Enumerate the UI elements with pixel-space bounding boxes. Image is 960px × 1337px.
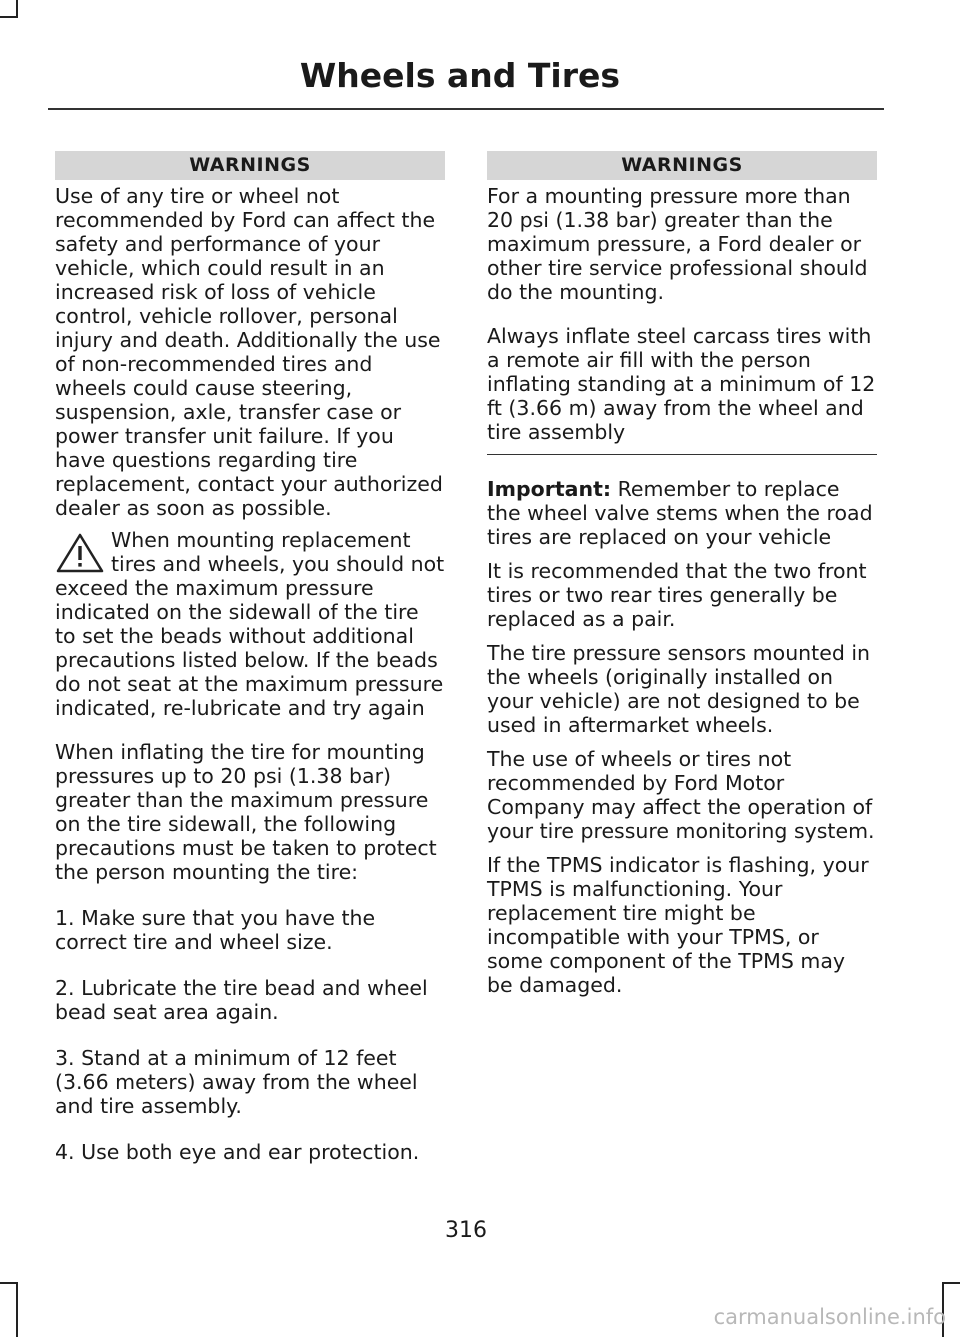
right-column: [487, 151, 877, 1007]
warnings-header: WARNINGS: [487, 151, 877, 180]
site-watermark: carmanualsonline.info: [713, 1305, 946, 1329]
warning-triangle-icon: [55, 532, 105, 574]
body-paragraph: It is recommended that the two front tires or two rear tires generally be replaced as a pair.: [487, 559, 867, 631]
crop-mark-bottom-left-horizontal: [0, 1282, 18, 1284]
title-divider: [48, 108, 884, 110]
crop-mark-bottom-right-horizontal: [942, 1282, 960, 1284]
crop-mark-bottom-left-vertical: [16, 1282, 18, 1337]
crop-mark-top-left-horizontal: [0, 16, 18, 18]
page-number: 316: [445, 1218, 487, 1243]
important-note: [487, 477, 877, 549]
step-item: 4. Use both eye and ear protection.: [55, 1140, 420, 1164]
step-item: 3. Stand at a minimum of 12 feet (3.66 meters) away from the wheel and tire assembly.: [55, 1046, 418, 1118]
left-column: [55, 151, 445, 1186]
important-label: Important:: [487, 477, 612, 501]
warning-paragraph: For a mounting pressure more than 20 psi (1.38 bar) greater than the maximum pressure, a Ford dealer or other tire service professional should do the mounting.: [487, 184, 868, 304]
caution-block: [55, 528, 445, 720]
important-text: Remember to replace the wheel valve stems when the road tires are replaced on your vehicle: [487, 477, 873, 549]
caution-text: When mounting replacement tires and wheels, you should not exceed the maximum pressure indicated on the sidewall of the tire to set the beads without additional precautions listed below. If the beads do not seat at the maximum pressure indicated, re-lubricate and try again: [55, 528, 445, 720]
step-item: 1. Make sure that you have the correct tire and wheel size.: [55, 906, 376, 954]
body-paragraph: If the TPMS indicator is flashing, your TPMS is malfunctioning. Your replacement tire might be incompatible with your TPMS, or some component of the TPMS may be damaged.: [487, 853, 869, 997]
warning-paragraph: Use of any tire or wheel not recommended by Ford can affect the safety and performance of your vehicle, which could result in an increased risk of loss of vehicle control, vehicle rollover, personal injury and death. Additionally the use of non-recommended tires and wheels could cause steering, suspension, axle, transfer case or power transfer unit failure. If you have questions regarding tire replacement, contact your authorized dealer as soon as possible.: [55, 184, 443, 520]
warning-paragraph: Always inflate steel carcass tires with a remote air fill with the person inflating standing at a minimum of 12 ft (3.66 m) away from the wheel and tire assembly: [487, 324, 876, 444]
body-paragraph: The use of wheels or tires not recommended by Ford Motor Company may affect the operation of your tire pressure monitoring system.: [487, 747, 875, 843]
warnings-end-divider: [487, 454, 877, 455]
warnings-header: WARNINGS: [55, 151, 445, 180]
page-title: Wheels and Tires: [299, 56, 620, 95]
mounting-intro: When inflating the tire for mounting pressures up to 20 psi (1.38 bar) greater than the maximum pressure on the tire sidewall, the following precautions must be taken to protect the person mounting the tire:: [55, 740, 437, 884]
step-item: 2. Lubricate the tire bead and wheel bead seat area again.: [55, 976, 428, 1024]
body-paragraph: The tire pressure sensors mounted in the wheels (originally installed on your vehicle) are not designed to be used in aftermarket wheels.: [487, 641, 871, 737]
